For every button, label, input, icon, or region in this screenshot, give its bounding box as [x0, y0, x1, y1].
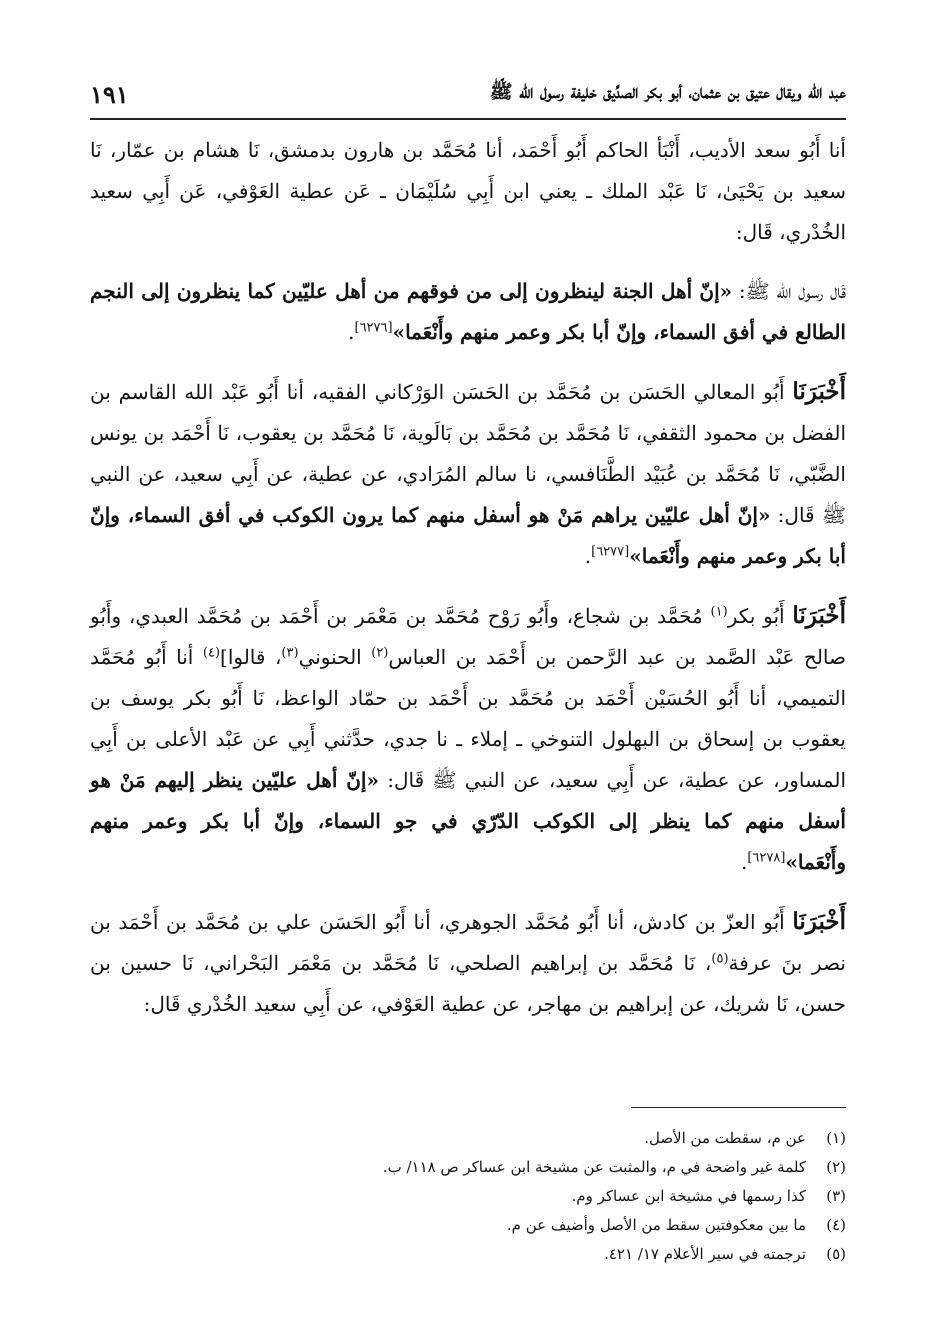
hadith-text: «إنّ أهل عليّين ينظر إليهم مَنْ هو أسفل منهم كما ينظر إلى الكوكب الدّرّي في جو السماء، وإنّ أبا بكر وعمر منهم وأَنْعَما»	[90, 768, 846, 874]
paragraph-4-text: مُحَمَّد بن شجاع، وأَبُو رَوْح مُحَمَّد بن مَعْمَر بن أَحْمَد بن مُحَمَّد العبدي، وأَبُو صالح عَبْد الصَّمد بن عبد الرَّحمن بن أَحْمَد بن العباس	[90, 604, 846, 669]
akhbarana-lead: أَخْبَرَنَا	[792, 908, 846, 935]
running-title: عبد الله ويقال عتيق بن عثمان، أبو بكر الصدِّيق خليفة رسول الله ﷺ	[489, 81, 846, 103]
footnote-number: (٥)	[826, 1245, 846, 1263]
footnote-text: كذا رسمها في مشيخة ابن عساكر وم.	[571, 1187, 806, 1205]
paragraph-4-text: أنا أَبُو مُحَمَّد التميمي، أنا أَبُو الحُسَيْن أَحْمَد بن مُحَمَّد بن أَحْمَد بن حمّاد الواعظ، نَا أَبُو بكر يوسف بن يعقوب بن إسحاق بن البهلول التنوخي ـ إملاء ـ نا جدي، حدَّثني أَبِي عن عَبْد الأعلى بن أَبِي المساور، عن عطية، عن أَبِي سعيد، عن النبي ﷺ قَال:	[90, 645, 847, 792]
footnote-item	[90, 1153, 846, 1182]
footnote-text: ترجمته في سير الأعلام ١٧/ ٤٢١.	[604, 1245, 806, 1263]
footnote-number: (١)	[826, 1129, 846, 1147]
footnote-item	[90, 1240, 846, 1269]
footnote-item	[90, 1124, 846, 1153]
paragraph-5-text: ، نَا مُحَمَّد بن إبراهيم الصلحي، نَا مُحَمَّد بن مَعْمَر البَحْراني، نَا حسين بن حسن، نَا شريك، عن إبراهيم بن مهاجر، عن عطية العَوْفي، عن أَبِي سعيد الخُدْري قَال:	[90, 951, 846, 1016]
paragraph-4-text: الحنوني	[298, 645, 372, 669]
footnote-number: (٤)	[826, 1216, 846, 1234]
footnote-marker: (٢)	[371, 645, 389, 661]
footnote-text: كلمة غير واضحة في م، والمثبت عن مشيخة ابن عساكر ص ١١٨/ ب.	[382, 1158, 806, 1176]
paragraph-5	[90, 901, 846, 1025]
hadith-ref-number: [٦٢٧٧]	[591, 544, 630, 560]
hadith-ref-number: [٦٢٧٦]	[354, 320, 393, 336]
footnote-marker: (٥)	[711, 951, 729, 967]
footnote-marker: (٣)	[281, 645, 299, 661]
paragraph-1-text: أنا أَبُو سعد الأديب، أَنْبَأ الحاكم أَبُو أَحْمَد، أنا مُحَمَّد بن هارون بدمشق، نَا هشام بن عمّار، نَا سعيد بن يَحْيَىٰ، نَا عَبْد الملك ـ يعني ابن أَبِي سُلَيْمَان ـ عَن عطية العَوْفي، عَن أَبِي سعيد الخُدْري، قَال:	[90, 138, 846, 244]
footnotes	[90, 1124, 846, 1269]
footnote-text: عن م، سقطت من الأصل.	[644, 1129, 806, 1147]
paragraph-5-text: أَبُو العزّ بن كادش، أنا أَبُو مُحَمَّد الجوهري، أنا أَبُو الحَسَن علي بن مُحَمَّد بن أَحْمَد بن نصر بنَ عرفة	[90, 910, 847, 975]
main-text	[90, 130, 846, 1043]
footnote-marker: (١)	[710, 604, 728, 620]
hadith-text: «إنّ أهل الجنة لينظرون إلى من فوقهم من أهل عليّين كما ينظرون إلى النجم الطالع في أفق السماء، وإنّ أبا بكر وعمر منهم وأَنْعَما»	[90, 279, 846, 344]
footnote-item	[90, 1182, 846, 1211]
paragraph-4-text: أَبُو بكر	[727, 604, 793, 628]
footnote-marker: (٤)	[202, 645, 221, 661]
paragraph-2-intro: قَال رسول الله ﷺ:	[732, 279, 846, 303]
akhbarana-lead: أَخْبَرَنَا	[792, 378, 846, 405]
hadith-ref-number: [٦٢٧٨]	[747, 850, 786, 866]
footnote-number: (٣)	[826, 1187, 846, 1205]
paragraph-4-text: ، قالوا]	[220, 645, 282, 669]
hadith-text: «إنّ أهل عليّين يراهم مَنْ هو أسفل منهم كما يرون الكوكب في أفق السماء، وإنّ أبا بكر وعمر منهم وأَنْعَما»	[90, 503, 846, 568]
page-header	[90, 70, 846, 120]
paragraph-3: أَخْبَرَنَا أَبُو المعالي الحَسَن بن مُحَمَّد بن الحَسَن الوَرْكاني الفقيه، أنا أَبُو عَبْد الله القاسم بن الفضل بن محمود الثقفي، نَا مُحَمَّد بن مُحَمَّد بن بَالَوية، نَا مُحَمَّد بن يعقوب، نَا أَحْمَد بن يونس الضَّبّي، نَا مُحَمَّد بن عُبَيْد الطَّنَافسي، نا سالم المُرَادي، عن عطية، عن أَبِي سعيد، عن النبي ﷺ قَال: «إنّ أهل عليّين يراهم مَنْ هو أسفل منهم كما يرون الكوكب في أفق السماء، وإنّ أبا بكر وعمر منهم وأَنْعَما»[٦٢٧٧].	[90, 378, 846, 568]
paragraph-4: أَخْبَرَنَا أَبُو بكر$^{(١)}$ مُحَمَّد بن شجاع، وأَبُو رَوْح مُحَمَّد بن مَعْمَر بن أَحْمَد بن مُحَمَّد العبدي، وأَبُو صالح عَبْد الصَّمد بن عبد الرَّحمن بن أَحْمَد بن العباس$^{(٢)}$ الحنوني$^{(٣)}$، قالوا]$^{(٤)}$ أنا أَبُو مُحَمَّد التميمي، أنا أَبُو الحُسَيْن أَحْمَد بن مُحَمَّد بن أَحْمَد بن حمّاد الواعظ، نَا أَبُو بكر يوسف بن يعقوب بن إسحاق بن البهلول التنوخي ـ إملاء ـ نا جدي، حدَّثني أَبِي عن عَبْد الأعلى بن أَبِي المساور، عن عطية، عن أَبِي سعيد، عن النبي ﷺ قَال: «إنّ أهل عليّين ينظر إليهم مَنْ هو أسفل منهم كما ينظر إلى الكوكب الدّرّي في جو السماء، وإنّ أبا بكر وعمر منهم وأَنْعَما»[٦٢٧٨].	[90, 602, 847, 874]
footnote-text: ما بين معكوفتين سقط من الأصل وأضيف عن م.	[506, 1216, 806, 1234]
footnote-divider	[631, 1107, 846, 1108]
footnote-item	[90, 1211, 846, 1240]
footnote-number: (٢)	[826, 1158, 846, 1176]
akhbarana-lead: أَخْبَرَنَا	[792, 602, 846, 629]
paragraph-2: قَال رسول الله ﷺ: «إنّ أهل الجنة لينظرون إلى من فوقهم من أهل عليّين كما ينظرون إلى النجم الطالع في أفق السماء، وإنّ أبا بكر وعمر منهم وأَنْعَما»[٦٢٧٦].	[90, 279, 846, 344]
paragraph-3-text: أَبُو المعالي الحَسَن بن مُحَمَّد بن الحَسَن الوَرْكاني الفقيه، أنا أَبُو عَبْد الله القاسم بن الفضل بن محمود الثقفي، نَا مُحَمَّد بن مُحَمَّد بن بَالَوية، نَا مُحَمَّد بن يعقوب، نَا أَحْمَد بن يونس الضَّبّي، نَا مُحَمَّد بن عُبَيْد الطَّنَافسي، نا سالم المُرَادي، عن عطية، عن أَبِي سعيد، عن النبي ﷺ قَال:	[90, 380, 846, 527]
page-number: ١٩١	[90, 79, 129, 109]
paragraph-1	[90, 130, 846, 253]
